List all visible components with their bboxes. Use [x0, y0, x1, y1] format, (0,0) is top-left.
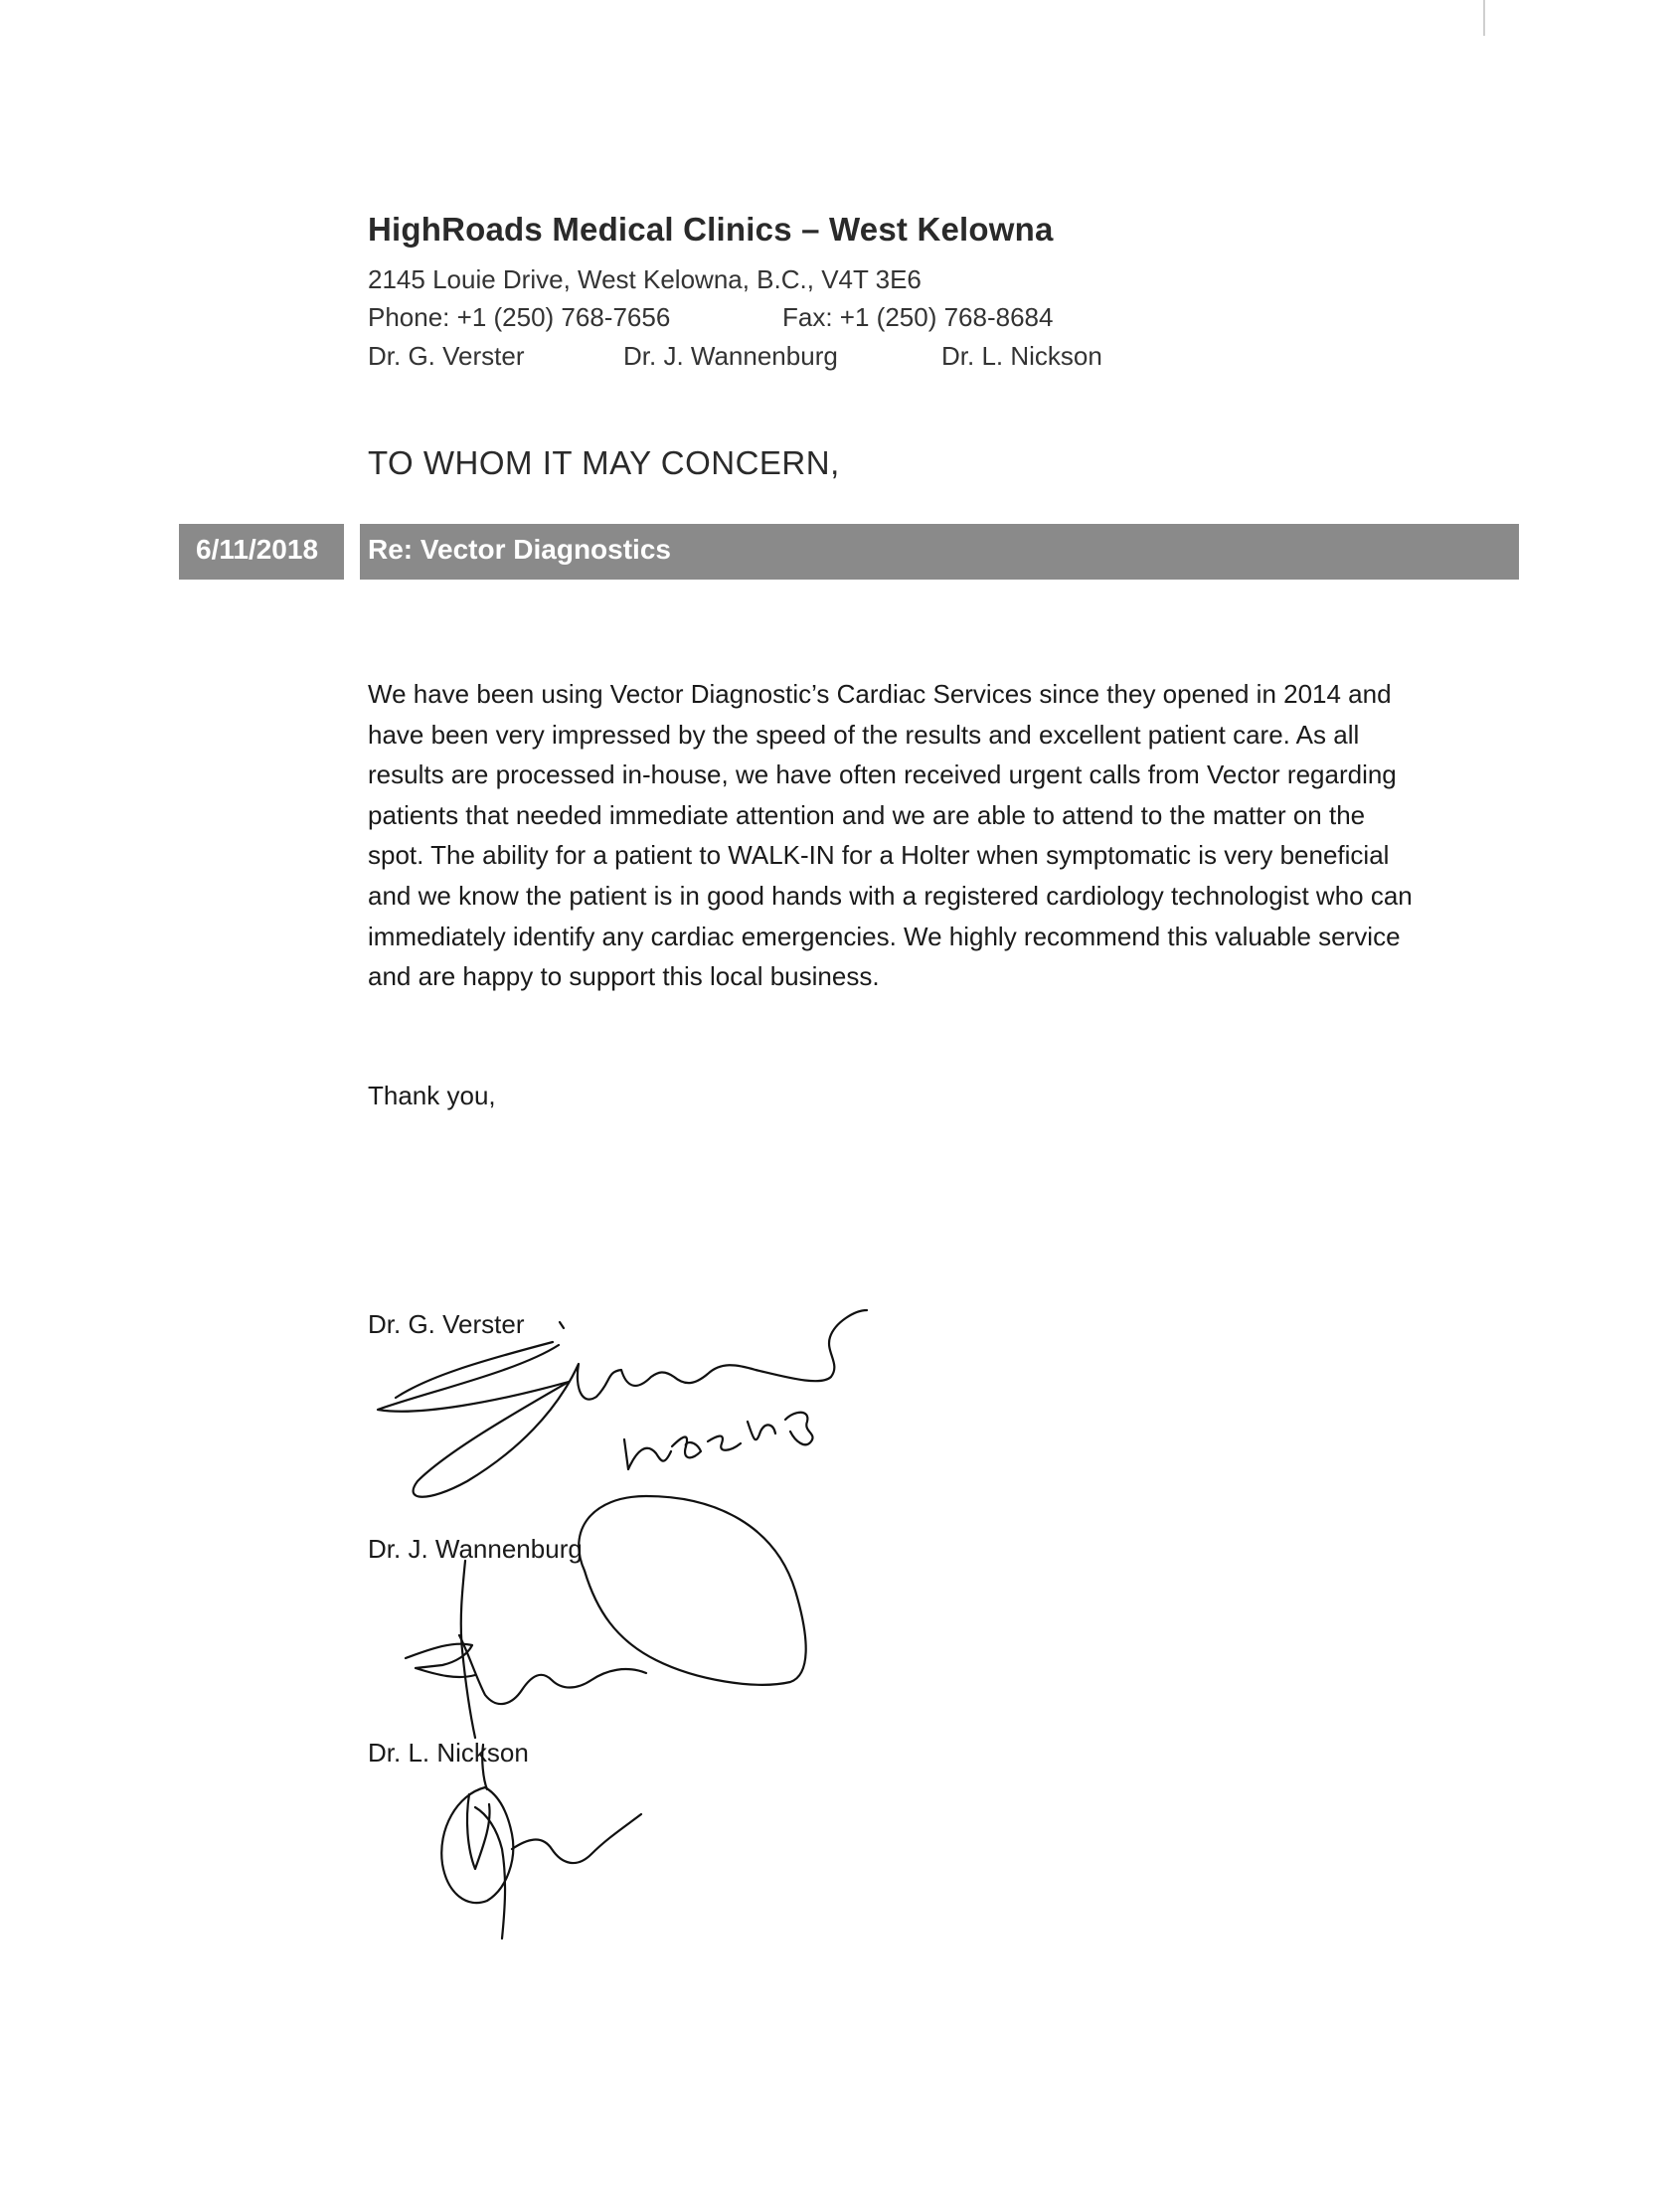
body-line: immediately identify any cardiac emergencies. We highly recommend this valuable service [368, 921, 1401, 951]
letter-date: 6/11/2018 [196, 534, 319, 565]
clinic-address: 2145 Louie Drive, West Kelowna, B.C., V4T 3E6 [368, 264, 922, 294]
signature-wannenburg [406, 1496, 806, 1738]
contact-line [368, 302, 1054, 333]
signer-name: Dr. L. Nickson [368, 1738, 529, 1768]
clinic-name: HighRoads Medical Clinics – West Kelowna [368, 211, 1054, 248]
body-line: and are happy to support this local business. [368, 961, 880, 992]
salutation: TO WHOM IT MAY CONCERN, [368, 444, 840, 481]
signer-name: Dr. J. Wannenburg [368, 1534, 583, 1564]
body-line: and we know the patient is in good hands with a registered cardiology technologist who can [368, 880, 1413, 911]
signer-name: Dr. G. Verster [368, 1309, 525, 1339]
phone-number: Phone: +1 (250) 768-7656 [368, 302, 671, 332]
signature-nickson [441, 1745, 641, 1938]
body-line: have been very impressed by the speed of the results and excellent patient care. As all [368, 719, 1360, 750]
doctor-name: Dr. L. Nickson [941, 341, 1102, 371]
letter-subject: Re: Vector Diagnostics [368, 534, 671, 565]
doctor-name: Dr. G. Verster [368, 341, 525, 371]
body-line: patients that needed immediate attention and we are able to attend to the matter on the [368, 799, 1366, 830]
doctors-line [368, 341, 1102, 372]
fax-number: Fax: +1 (250) 768-8684 [782, 302, 1054, 332]
doctor-name: Dr. J. Wannenburg [623, 341, 838, 371]
body-line: results are processed in-house, we have often received urgent calls from Vector regarding [368, 759, 1397, 790]
scan-edge-mark [1483, 0, 1485, 36]
closing: Thank you, [368, 1081, 496, 1110]
body-line: spot. The ability for a patient to WALK-IN for a Holter when symptomatic is very beneficial [368, 840, 1390, 871]
body-line: We have been using Vector Diagnostic’s Cardiac Services since they opened in 2014 and [368, 679, 1392, 709]
letter-body [368, 674, 1531, 997]
